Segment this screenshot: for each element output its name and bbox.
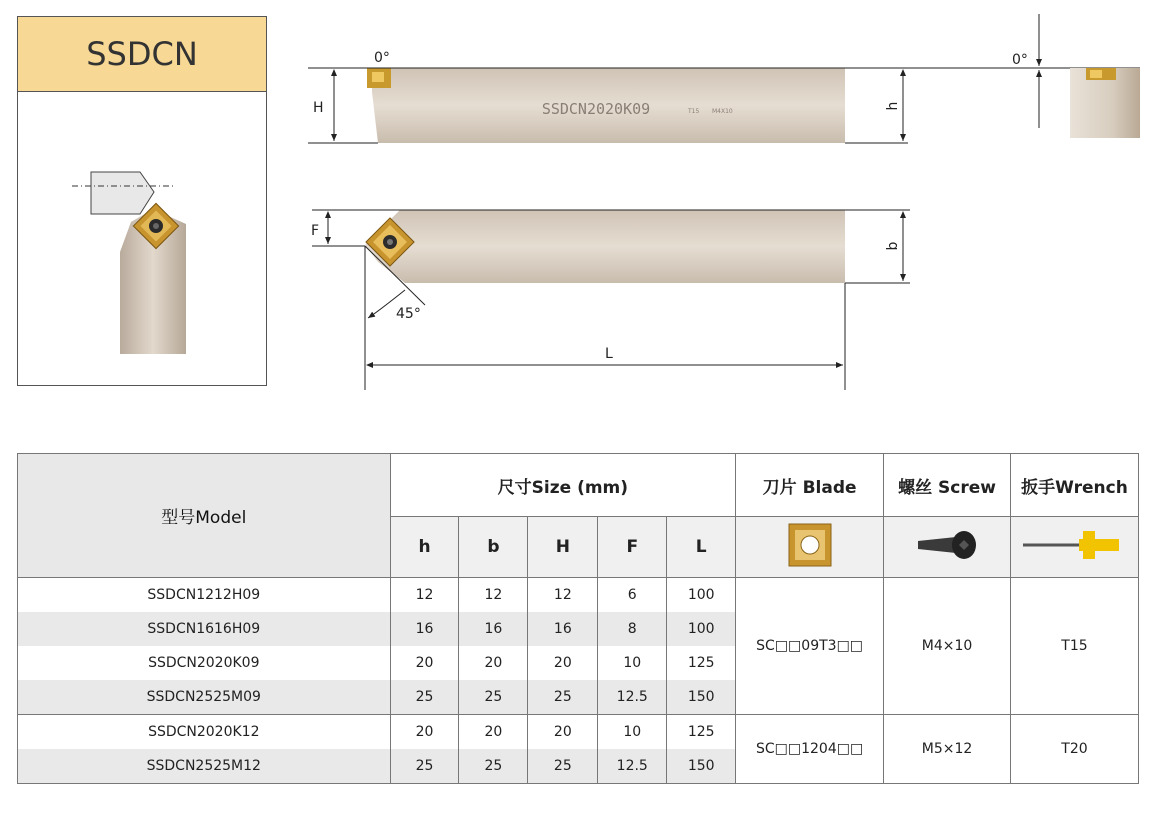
F-cell: 12.5 bbox=[598, 749, 667, 784]
blade-image-cell bbox=[736, 517, 884, 578]
F-cell: 12.5 bbox=[598, 680, 667, 715]
F-cell: 10 bbox=[598, 715, 667, 750]
L-cell: 125 bbox=[667, 646, 736, 680]
col-L: L bbox=[667, 517, 736, 578]
b-cell: 12 bbox=[459, 578, 528, 613]
L-cell: 100 bbox=[667, 578, 736, 613]
H-cell: 20 bbox=[528, 646, 598, 680]
h-cell: 20 bbox=[390, 646, 459, 680]
H-cell: 25 bbox=[528, 680, 598, 715]
plan-view bbox=[311, 210, 910, 390]
tool-engraving: SSDCN2020K09 bbox=[541, 100, 651, 118]
card-title: SSDCN bbox=[18, 17, 266, 92]
col-F: F bbox=[598, 517, 667, 578]
model-cell: SSDCN2020K12 bbox=[18, 715, 391, 750]
tool-engraving-small2: M4X10 bbox=[712, 108, 733, 115]
wrench-cell-group1: T15 bbox=[1010, 578, 1138, 715]
model-cell: SSDCN1212H09 bbox=[18, 578, 391, 613]
L-cell: 100 bbox=[667, 612, 736, 646]
screw-header: 螺丝 Screw bbox=[884, 454, 1011, 517]
blade-cell-group1: SC□□09T3□□ bbox=[736, 578, 884, 715]
col-h: h bbox=[390, 517, 459, 578]
dim-h-label: h bbox=[885, 101, 901, 111]
wrench-header: 扳手Wrench bbox=[1010, 454, 1138, 517]
size-header: 尺寸Size (mm) bbox=[390, 454, 736, 517]
b-cell: 20 bbox=[459, 646, 528, 680]
model-header: 型号Model bbox=[18, 454, 391, 578]
H-cell: 20 bbox=[528, 715, 598, 750]
model-card bbox=[17, 16, 267, 386]
F-cell: 6 bbox=[598, 578, 667, 613]
L-cell: 150 bbox=[667, 680, 736, 715]
H-cell: 12 bbox=[528, 578, 598, 613]
H-cell: 25 bbox=[528, 749, 598, 784]
h-cell: 16 bbox=[390, 612, 459, 646]
col-H: H bbox=[528, 517, 598, 578]
wrench-image-cell bbox=[1010, 517, 1138, 578]
b-cell: 25 bbox=[459, 749, 528, 784]
blade-header: 刀片 Blade bbox=[736, 454, 884, 517]
table-row bbox=[18, 715, 1139, 750]
dim-b-label: b bbox=[885, 241, 901, 251]
tool-illustration bbox=[18, 92, 266, 384]
L-cell: 125 bbox=[667, 715, 736, 750]
L-cell: 150 bbox=[667, 749, 736, 784]
insert-icon bbox=[787, 522, 833, 568]
technical-drawing bbox=[290, 0, 1166, 400]
model-cell: SSDCN2525M12 bbox=[18, 749, 391, 784]
dim-F-label: F bbox=[311, 223, 320, 239]
wrench-icon bbox=[1019, 525, 1129, 565]
screw-cell-group1: M4×10 bbox=[884, 578, 1011, 715]
screw-image-cell bbox=[884, 517, 1011, 578]
model-cell: SSDCN2020K09 bbox=[18, 646, 391, 680]
h-cell: 25 bbox=[390, 680, 459, 715]
h-cell: 25 bbox=[390, 749, 459, 784]
model-cell: SSDCN1616H09 bbox=[18, 612, 391, 646]
tool-engraving-small: T15 bbox=[688, 108, 700, 115]
H-cell: 16 bbox=[528, 612, 598, 646]
end-view bbox=[1012, 14, 1140, 138]
screw-cell-group2: M5×12 bbox=[884, 715, 1011, 784]
angle-top-right: 0° bbox=[1012, 52, 1028, 68]
h-cell: 12 bbox=[390, 578, 459, 613]
angle-45-label: 45° bbox=[396, 306, 421, 322]
b-cell: 20 bbox=[459, 715, 528, 750]
col-b: b bbox=[459, 517, 528, 578]
F-cell: 8 bbox=[598, 612, 667, 646]
F-cell: 10 bbox=[598, 646, 667, 680]
table-row bbox=[18, 578, 1139, 613]
h-cell: 20 bbox=[390, 715, 459, 750]
dim-L-label: L bbox=[605, 346, 613, 362]
b-cell: 25 bbox=[459, 680, 528, 715]
wrench-cell-group2: T20 bbox=[1010, 715, 1138, 784]
blade-cell-group2: SC□□1204□□ bbox=[736, 715, 884, 784]
spec-table bbox=[17, 453, 1139, 784]
screw-icon bbox=[912, 525, 982, 565]
angle-top-left: 0° bbox=[374, 50, 390, 66]
model-cell: SSDCN2525M09 bbox=[18, 680, 391, 715]
b-cell: 16 bbox=[459, 612, 528, 646]
dim-H-label: H bbox=[313, 100, 324, 116]
